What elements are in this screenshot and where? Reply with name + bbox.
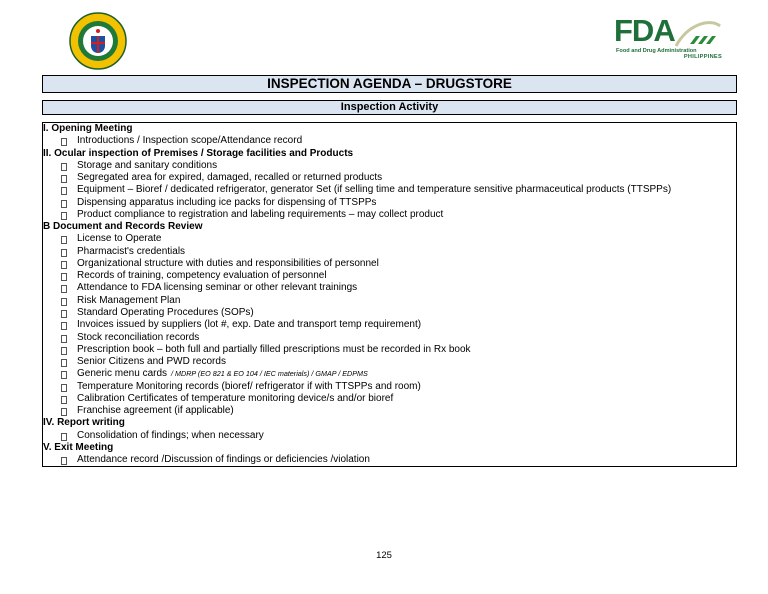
checklist-item <box>43 197 736 209</box>
checkbox-icon <box>61 384 67 392</box>
fda-logo-country: PHILIPPINES <box>683 54 722 60</box>
checklist-item-text: Pharmacist's credentials <box>77 245 186 257</box>
checklist-item-text: Invoices issued by suppliers (lot #, exp. Date and transport temp requirement) <box>77 319 422 331</box>
checklist-item <box>43 282 736 294</box>
checklist-item <box>43 454 736 466</box>
checklist-item <box>43 381 736 393</box>
section-heading-text: IV. Report writing <box>43 417 125 429</box>
section-heading-text: I. Opening Meeting <box>43 123 133 134</box>
checklist-item <box>43 172 736 184</box>
checkbox-icon <box>61 212 67 220</box>
checkbox-icon <box>61 322 67 330</box>
checklist-item-text: Equipment – Bioref / dedicated refrigerator, generator Set (if selling time and temperature sensitive pharmaceutical products (TTSPPs) <box>77 184 672 196</box>
checklist-item <box>43 356 736 368</box>
checklist-item-text: Franchise agreement (if applicable) <box>77 405 234 417</box>
checklist-item-text: Records of training, competency evaluation of personnel <box>77 270 327 282</box>
section-heading <box>43 123 736 135</box>
checklist-item-text: Consolidation of findings; when necessary <box>77 429 264 441</box>
checkbox-icon <box>61 163 67 171</box>
checkbox-icon <box>61 298 67 306</box>
checklist-item-text: Temperature Monitoring records (bioref/ refrigerator if with TTSPPs and room) <box>77 380 421 392</box>
section-heading-text: II. Ocular inspection of Premises / Storage facilities and Products <box>43 147 354 159</box>
checklist-item <box>43 344 736 356</box>
checklist-item <box>43 209 736 221</box>
checkbox-icon <box>61 433 67 441</box>
checkbox-icon <box>61 335 67 343</box>
checkbox-icon <box>61 200 67 208</box>
checklist-item-text: Generic menu cards <box>77 368 168 380</box>
checkbox-icon <box>61 371 67 379</box>
page-number: 125 <box>376 550 392 561</box>
fda-logo-subtitle: Food and Drug Administration <box>616 48 697 54</box>
checkbox-icon <box>61 261 67 269</box>
checkbox-icon <box>61 310 67 318</box>
checklist-item-text: Risk Management Plan <box>77 294 181 306</box>
checklist-item <box>43 368 736 380</box>
checklist-item-text: Storage and sanitary conditions <box>77 159 218 171</box>
checklist-item <box>43 307 736 319</box>
checklist-item <box>43 135 736 147</box>
checklist-item-text: Dispensing apparatus including ice packs for dispensing of TTSPPs <box>77 196 377 208</box>
checkbox-icon <box>61 138 67 146</box>
checklist-item-text: Segregated area for expired, damaged, recalled or returned products <box>77 172 383 184</box>
agenda-box <box>42 122 737 467</box>
section-heading-text: V. Exit Meeting <box>43 441 114 453</box>
checkbox-icon <box>61 347 67 355</box>
checklist-item <box>43 430 736 442</box>
agenda-list <box>43 123 736 466</box>
checklist-item-text: Organizational structure with duties and responsibilities of personnel <box>77 257 379 269</box>
checklist-item <box>43 405 736 417</box>
checklist-item <box>43 393 736 405</box>
checklist-item <box>43 258 736 270</box>
checkbox-icon <box>61 249 67 257</box>
checklist-item <box>43 332 736 344</box>
checklist-item <box>43 246 736 258</box>
checkbox-icon <box>61 457 67 465</box>
checklist-item-text: Standard Operating Procedures (SOPs) <box>77 306 254 318</box>
checkbox-icon <box>61 285 67 293</box>
document-title: INSPECTION AGENDA – DRUGSTORE <box>42 75 737 93</box>
checklist-item <box>43 233 736 245</box>
checkbox-icon <box>61 396 67 404</box>
fda-swoosh-icon <box>670 18 722 48</box>
checklist-item-text: Stock reconciliation records <box>77 331 200 343</box>
section-heading <box>43 417 736 429</box>
checklist-item-text: Introductions / Inspection scope/Attendance record <box>77 135 303 147</box>
checklist-item <box>43 184 736 196</box>
checkbox-icon <box>61 359 67 367</box>
checklist-item-text: License to Operate <box>77 233 162 245</box>
checklist-item-text: Attendance to FDA licensing seminar or other relevant trainings <box>77 282 358 294</box>
checkbox-icon <box>61 175 67 183</box>
checklist-item-text: Product compliance to registration and labeling requirements – may collect product <box>77 208 444 220</box>
checkbox-icon <box>61 408 67 416</box>
section-heading <box>43 148 736 160</box>
checklist-item <box>43 270 736 282</box>
checkbox-icon <box>61 273 67 281</box>
checklist-item <box>43 295 736 307</box>
doh-seal-logo <box>69 12 127 70</box>
section-heading <box>43 221 736 233</box>
fda-logo-word: FDA <box>614 13 675 48</box>
checklist-item-text: Calibration Certificates of temperature monitoring device/s and/or bioref <box>77 392 394 404</box>
checklist-item-text: Senior Citizens and PWD records <box>77 356 226 368</box>
section-header: Inspection Activity <box>42 100 737 115</box>
checklist-item <box>43 319 736 331</box>
section-heading <box>43 442 736 454</box>
checklist-item-text: Prescription book – both full and partially filled prescriptions must be recorded in Rx book <box>77 343 471 355</box>
fda-logo <box>614 14 722 62</box>
checklist-item-note: / MDRP (EO 821 & EO 104 / IEC materials) / GMAP / EDPMS <box>171 369 368 379</box>
checklist-item-text: Attendance record /Discussion of findings or deficiencies /violation <box>77 454 370 466</box>
checklist-item <box>43 160 736 172</box>
checkbox-icon <box>61 187 67 195</box>
checkbox-icon <box>61 236 67 244</box>
section-heading-text: B Document and Records Review <box>43 221 203 233</box>
